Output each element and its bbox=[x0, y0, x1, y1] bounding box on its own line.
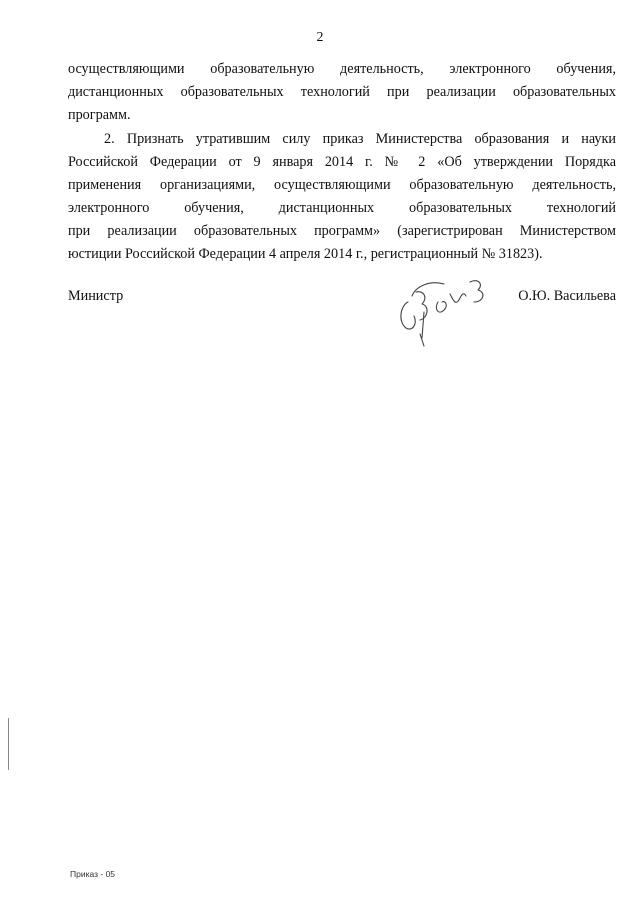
signer-name: О.Ю. Васильева bbox=[518, 288, 616, 304]
signature-block bbox=[68, 288, 616, 348]
paragraph-continuation bbox=[68, 58, 616, 127]
footer-document-code: Приказ - 05 bbox=[70, 869, 116, 879]
text-line: 2. Признать утратившим силу приказ Министерства образования и науки bbox=[104, 131, 616, 147]
text-line: осуществляющими образовательную деятельность, электронного обучения, bbox=[68, 61, 616, 77]
text-line: электронного обучения, дистанционных образовательных технологий bbox=[68, 200, 616, 216]
handwritten-signature bbox=[394, 272, 504, 352]
paragraph-item-2 bbox=[68, 128, 616, 266]
margin-mark bbox=[8, 718, 9, 770]
text-line: юстиции Российской Федерации 4 апреля 2014 г., регистрационный № 31823). bbox=[68, 246, 543, 262]
text-line: применения организациями, осуществляющими образовательную деятельность, bbox=[68, 177, 616, 193]
page-number: 2 bbox=[316, 30, 324, 45]
text-line: Российской Федерации от 9 января 2014 г. № 2 «Об утверждении Порядка bbox=[68, 154, 616, 170]
signer-position: Министр bbox=[68, 288, 124, 304]
text-line: при реализации образовательных программ» (зарегистрирован Министерством bbox=[68, 223, 616, 239]
text-line: дистанционных образовательных технологий при реализации образовательных bbox=[68, 84, 616, 100]
text-line: программ. bbox=[68, 107, 131, 123]
